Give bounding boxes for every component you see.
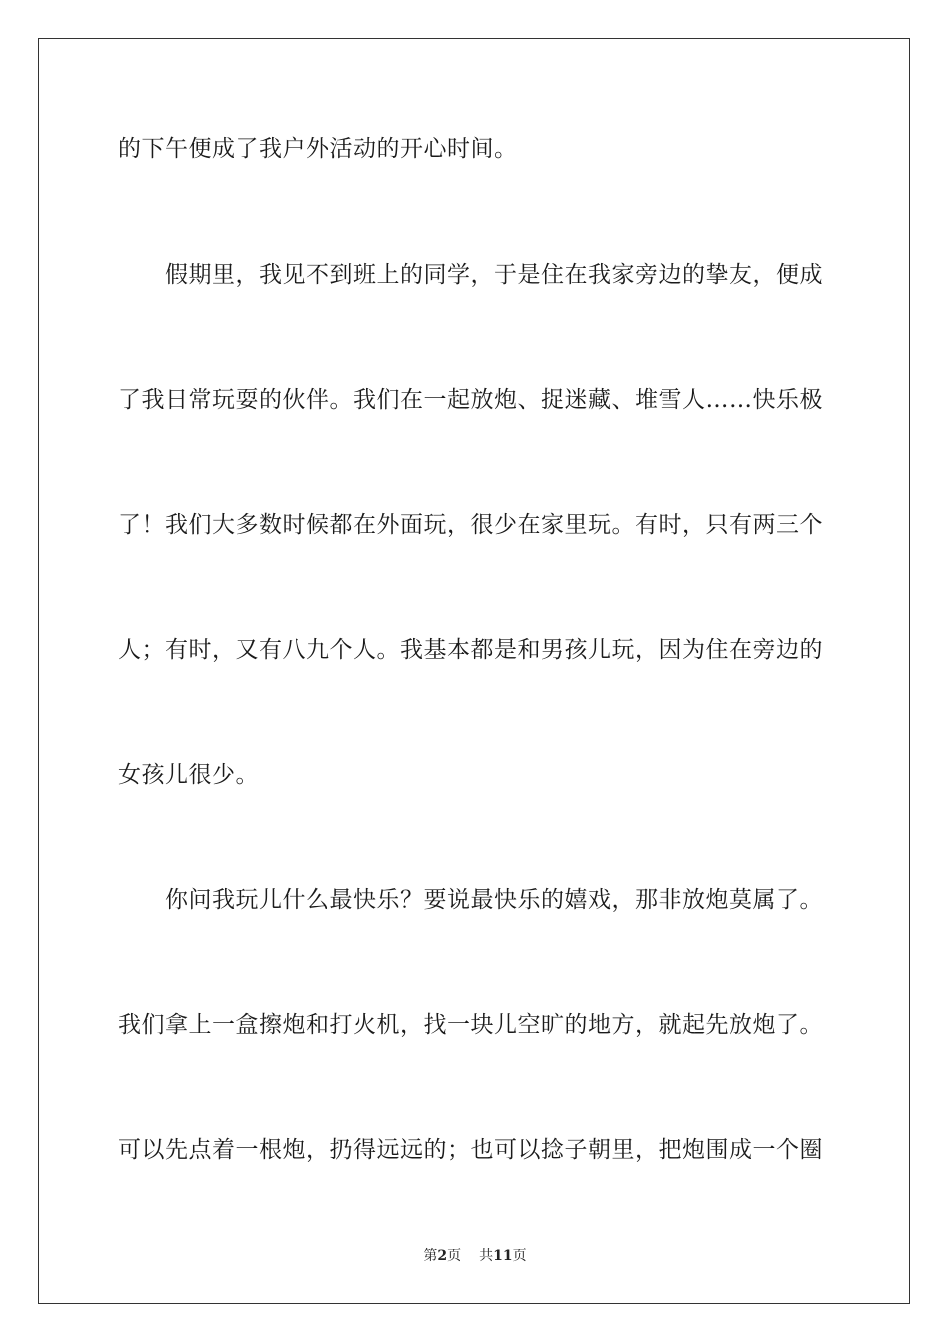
page-suffix: 页 [447, 1248, 462, 1264]
text-line: 我们拿上一盒擦炮和打火机，找一块儿空旷的地方，就起先放炮了。 [118, 1012, 823, 1038]
text-line: 女孩儿很少。 [118, 762, 259, 788]
total-prefix: 共 [479, 1248, 494, 1264]
text-line: 了！我们大多数时候都在外面玩，很少在家里玩。有时，只有两三个 [118, 512, 823, 538]
page-number: 2 [437, 1248, 448, 1264]
text-line: 你问我玩儿什么最快乐？要说最快乐的嬉戏，那非放炮莫属了。 [118, 887, 823, 913]
text-line: 了我日常玩耍的伙伴。我们在一起放炮、捉迷藏、堆雪人……快乐极 [118, 387, 823, 413]
text-line: 假期里，我见不到班上的同学，于是住在我家旁边的挚友，便成 [118, 262, 823, 288]
page-prefix: 第 [423, 1248, 438, 1264]
text-line: 可以先点着一根炮，扔得远远的；也可以捻子朝里，把炮围成一个圈 [118, 1137, 823, 1163]
page-border [38, 38, 910, 1304]
total-pages-number: 11 [493, 1248, 513, 1264]
text-line: 的下午便成了我户外活动的开心时间。 [118, 136, 518, 162]
text-line: 人；有时，又有八九个人。我基本都是和男孩儿玩，因为住在旁边的 [118, 637, 823, 663]
page-footer [0, 1247, 950, 1265]
total-pages-label [479, 1248, 526, 1264]
total-suffix: 页 [512, 1248, 527, 1264]
page-label [423, 1248, 461, 1264]
